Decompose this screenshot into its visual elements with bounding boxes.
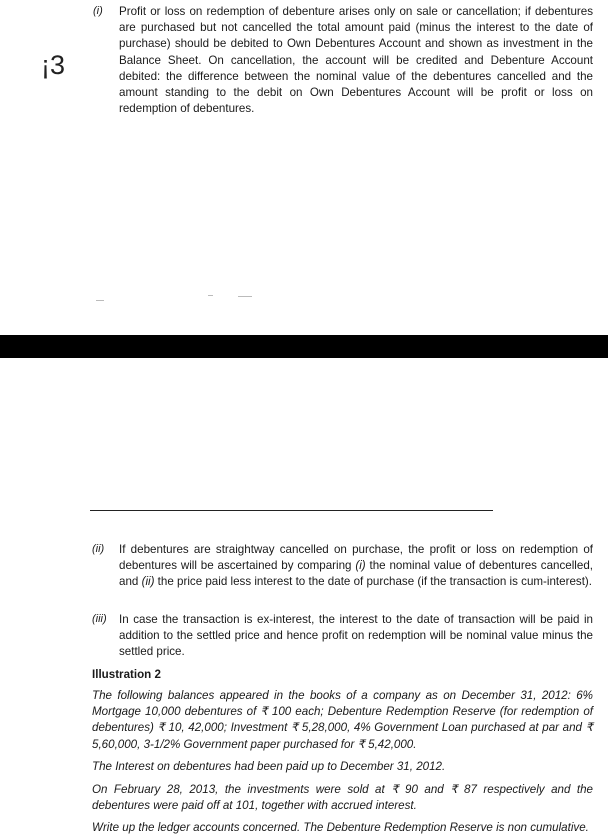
illustration-para-2: The Interest on debentures had been paid up to December 31, 2012. xyxy=(92,760,446,773)
speck-2 xyxy=(208,295,213,296)
item-iii-text: In case the transaction is ex-interest, the interest to the date of transaction will be paid in addition to the settled price and hence profit on redemption will be nominal value minus the settled price. xyxy=(119,613,593,659)
illustration-para-1: The following balances appeared in the books of a company as on December 31, 2012: 6% Mortgage 10,000 debentures of ₹ 100 each; Debenture Redemption Reserve (for redemption of debentures) ₹ 10, 42,000; Investment ₹ 5,28,000, 4% Government Loan purchased at par and ₹ 5,60,000, 3-1/2% Government paper purchased for ₹ 5,42,000. xyxy=(92,689,593,751)
item-ii-text-b: the nominal value of debentures cancelled, and xyxy=(119,559,593,589)
horizontal-rule xyxy=(90,510,493,511)
speck-1 xyxy=(96,300,104,301)
illustration-heading: Illustration 2 xyxy=(92,668,161,681)
illustration-para-4: Write up the ledger accounts concerned. The Debenture Redemption Reserve is non cumulative. xyxy=(92,821,589,834)
item-i-numeral: (i) xyxy=(93,5,103,17)
item-iii-numeral: (iii) xyxy=(92,613,107,625)
speck-3 xyxy=(238,296,252,297)
item-ii-sub-ii: (ii) xyxy=(141,575,155,589)
black-band xyxy=(0,335,608,358)
item-i-text: Profit or loss on redemption of debenture arises only on sale or cancellation; if debentures are purchased but not cancelled the total amount paid (minus the interest to the date of purchase) should be debited to Own Debentures Account and shown as investment in the Balance Sheet. On cancellation, the account will be credited and Debenture Account debited: the difference between the nominal value of the debentures cancelled and the amount standing to the debit on Own Debentures Account will be profit or loss on redemption of debentures. xyxy=(119,5,593,116)
item-ii-text xyxy=(119,542,593,591)
item-ii-numeral: (ii) xyxy=(92,543,105,555)
item-ii-text-c: the price paid less interest to the date of purchase (if the transaction is cum-interest). xyxy=(154,575,593,589)
illustration-para-3: On February 28, 2013, the investments were sold at ₹ 90 and ₹ 87 respectively and the debentures were paid off at 101, together with accrued interest. xyxy=(92,783,593,813)
margin-mark: ¡3 xyxy=(41,50,66,80)
item-ii-sub-i: (i) xyxy=(355,559,366,573)
item-ii-text-a: If debentures are straightway cancelled on purchase, the profit or loss on redemption of debentures will be ascertained by comparing xyxy=(119,543,593,573)
